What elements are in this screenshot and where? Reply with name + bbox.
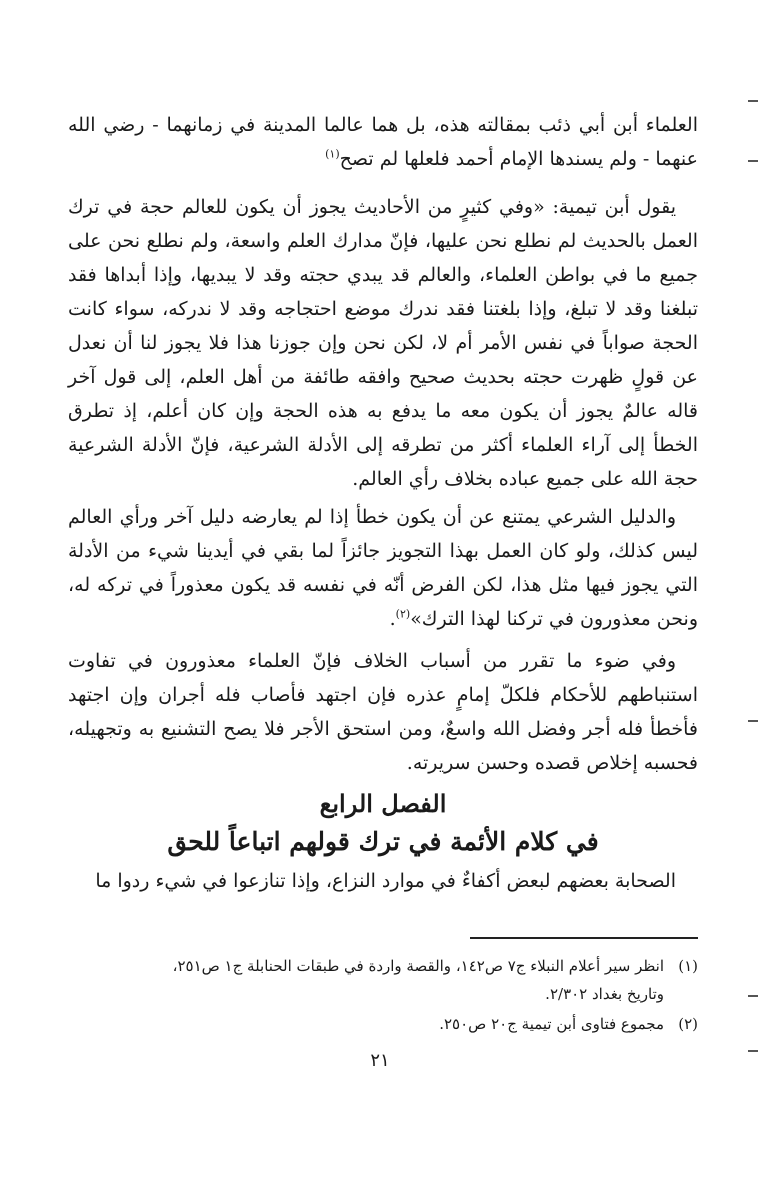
edge-mark-1 (748, 100, 758, 102)
paragraph-4: وفي ضوء ما تقرر من أسباب الخلاف فإنّ العلماء معذورون في تفاوت استنباطهم للأحكام فلكلّ إمامٍ عذره فإن اجتهد فأصاب فله أجران وإن اجتهد فأخطأ فله أجر وفضل الله واسعٌ، ومن استحق الأجر فلا يصح التشنيع به وتجهيله، فحسبه إخلاص قصده وحسن سريرته. (68, 650, 698, 774)
body-text-5 (68, 864, 698, 898)
body-text-1 (68, 108, 698, 176)
paragraph-1 (68, 108, 698, 176)
paragraph-2: يقول أبن تيمية: «وفي كثيرٍ من الأحاديث يجوز أن يكون للعالم حجة في ترك العمل بالحديث لم نطلع نحن عليها، فإنّ مدارك العلم واسعة، ولم نطلع نحن على جميع ما في بواطن العلماء، والعالم قد يبدي حجته وقد لا يبديها، وإذا أبداها فقد تبلغنا وقد لا تبلغ، وإذا بلغتنا فقد ندرك موضع احتجاجه وقد لا ندركه، سواء كانت الحجة صواباً في نفس الأمر أم لا، لكن نحن وإن جوزنا هذا فلا يجوز لنا أن نعدل عن قولٍ ظهرت حجته بحديث صحيح وافقه طائفة من أهل العلم، إلى قول آخر قاله عالمٌ يجوز أن يكون معه ما يدفع به هذه الحجة وإن كان أعلم، إذ تطرق الخطأ إلى آراء العلماء أكثر من تطرقه إلى الأدلة الشرعية، فإنّ الأدلة الشرعية حجة الله على جميع عباده بخلاف رأي العالم. (68, 196, 698, 490)
footnote-ref-2[interactable]: (٢) (395, 607, 411, 621)
footnote-1 (68, 952, 698, 1008)
footnote-2-number: (٢) (678, 1015, 698, 1033)
paragraph-3-end: . (389, 608, 396, 630)
footnote-1-line1: انظر سير أعلام النبلاء ج٧ ص١٤٢، والقصة واردة في طبقات الحنابلة ج١ ص٢٥١، (172, 957, 664, 975)
footnotes (68, 952, 698, 1040)
footnote-ref-1[interactable]: (١) (325, 147, 340, 161)
footnote-2-line1: مجموع فتاوى أبن تيمية ج٢٠ ص٢٥٠. (439, 1015, 664, 1033)
body-text-4 (68, 644, 698, 780)
footnote-2 (68, 1010, 698, 1038)
edge-mark-2 (748, 160, 758, 162)
chapter-title: الفصل الرابع (319, 789, 447, 818)
footnote-separator (470, 937, 698, 939)
edge-mark-3 (748, 720, 758, 722)
footnote-1-number: (١) (678, 957, 698, 975)
page-number: ٢١ (370, 1050, 390, 1071)
paragraph-3 (68, 500, 698, 636)
closing-line: الصحابة بعضهم لبعض أكفاءٌ في موارد النزاع، وإذا تنازعوا في شيء ردوا ما (95, 870, 676, 892)
paragraph-3-text: والدليل الشرعي يمتنع عن أن يكون خطأ إذا لم يعارضه دليل آخر ورأي العالم ليس كذلك، ولو كان العمل بهذا التجويز جائزاً لما بقي في أيدينا شيء من الأدلة التي يجوز فيها مثل هذا، لكن الفرض أنّه في نفسه قد يكون معذوراً في تركه له، ونحن معذورون في تركنا لهذا الترك» (68, 506, 698, 630)
edge-mark-5 (748, 1050, 758, 1052)
edge-mark-4 (748, 995, 758, 997)
body-text-3 (68, 500, 698, 636)
footnote-1-line2: وتاريخ بغداد ٢/٣٠٢. (545, 985, 664, 1003)
paragraph-1-text: العلماء أبن أبي ذئب بمقالته هذه، بل هما عالما المدينة في زمانهما - رضي الله عنهما - ولم يسندها الإمام أحمد فلعلها لم تصح (68, 114, 698, 170)
chapter-subtitle: في كلام الأئمة في ترك قولهم اتباعاً للحق (167, 827, 599, 856)
body-text-2 (68, 190, 698, 496)
